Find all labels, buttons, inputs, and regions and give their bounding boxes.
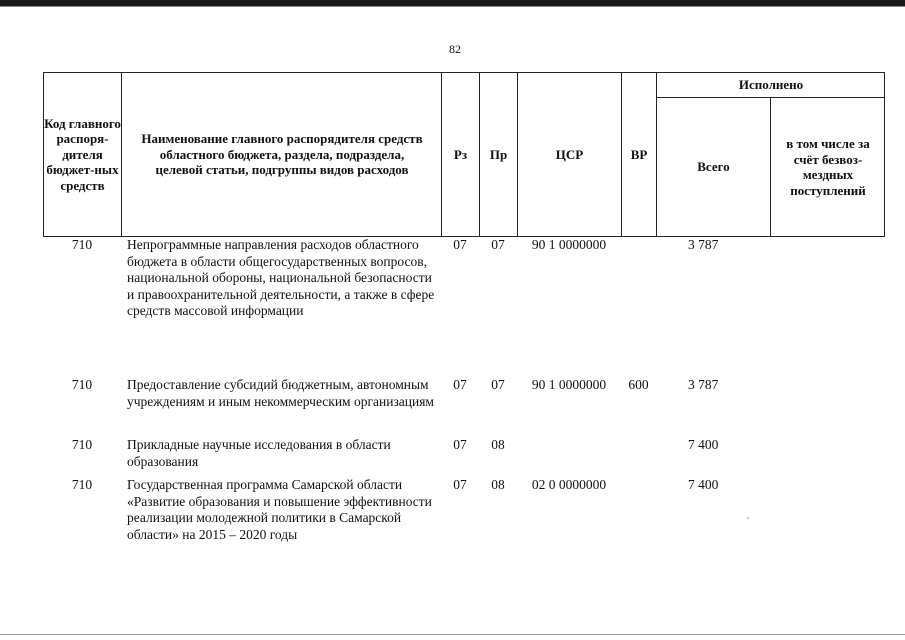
row-pr: 08 [491, 437, 505, 452]
row-rz: 07 [453, 437, 467, 452]
row-total: 7 400 [688, 477, 719, 492]
header-pr: Пр [489, 146, 508, 162]
row-code: 710 [71, 377, 93, 392]
row-name: Предоставление субсидий бюджетным, автономным учреждениям и иным некоммерческим организациям [127, 377, 434, 409]
header-csr: ЦСР [555, 146, 584, 162]
row-rz: 07 [453, 237, 467, 252]
row-code: 710 [71, 237, 93, 252]
header-divider [121, 72, 122, 237]
bottom-scan-line [0, 634, 905, 635]
row-rz: 07 [453, 377, 467, 392]
scan-speck [747, 517, 749, 519]
row-code: 710 [71, 477, 93, 492]
row-total: 3 787 [688, 237, 719, 252]
page-number: 82 [449, 42, 461, 56]
header-free-receipts: в том числе за счёт безвоз-мездных поступлений [786, 136, 870, 198]
row-code: 710 [71, 437, 93, 452]
header-vr: ВР [630, 146, 648, 162]
row-name: Непрограммные направления расходов областного бюджета в области общегосударственных вопросов, национальной обороны, национальной безопасности и правоохранительной деятельности, а также в сфере средств массовой информации [127, 237, 435, 318]
header-executed: Исполнено [738, 77, 804, 93]
header-rz: Рз [453, 146, 468, 162]
header-name: Наименование главного распорядителя средств областного бюджета, раздела, подраздела, целевой статьи, подгруппы видов расходов [141, 131, 423, 178]
row-csr: 90 1 0000000 [531, 377, 607, 392]
header-divider [770, 97, 771, 237]
top-border-line [0, 6, 905, 7]
row-name: Государственная программа Самарской области «Развитие образования и повышение эффективности реализации молодежной политики в Самарской области» на 2015 – 2020 годы [127, 477, 432, 542]
row-total: 7 400 [688, 437, 719, 452]
row-total: 3 787 [688, 377, 719, 392]
row-pr: 07 [491, 377, 505, 392]
row-pr: 08 [491, 477, 505, 492]
row-name: Прикладные научные исследования в области образования [127, 437, 391, 469]
header-total: Всего [697, 159, 730, 175]
row-vr: 600 [628, 377, 649, 392]
row-rz: 07 [453, 477, 467, 492]
header-code: Код главного распоря-дителя бюджет-ных средств [44, 115, 121, 193]
row-csr: 90 1 0000000 [531, 237, 607, 252]
row-csr: 02 0 0000000 [531, 477, 607, 492]
row-pr: 07 [491, 237, 505, 252]
